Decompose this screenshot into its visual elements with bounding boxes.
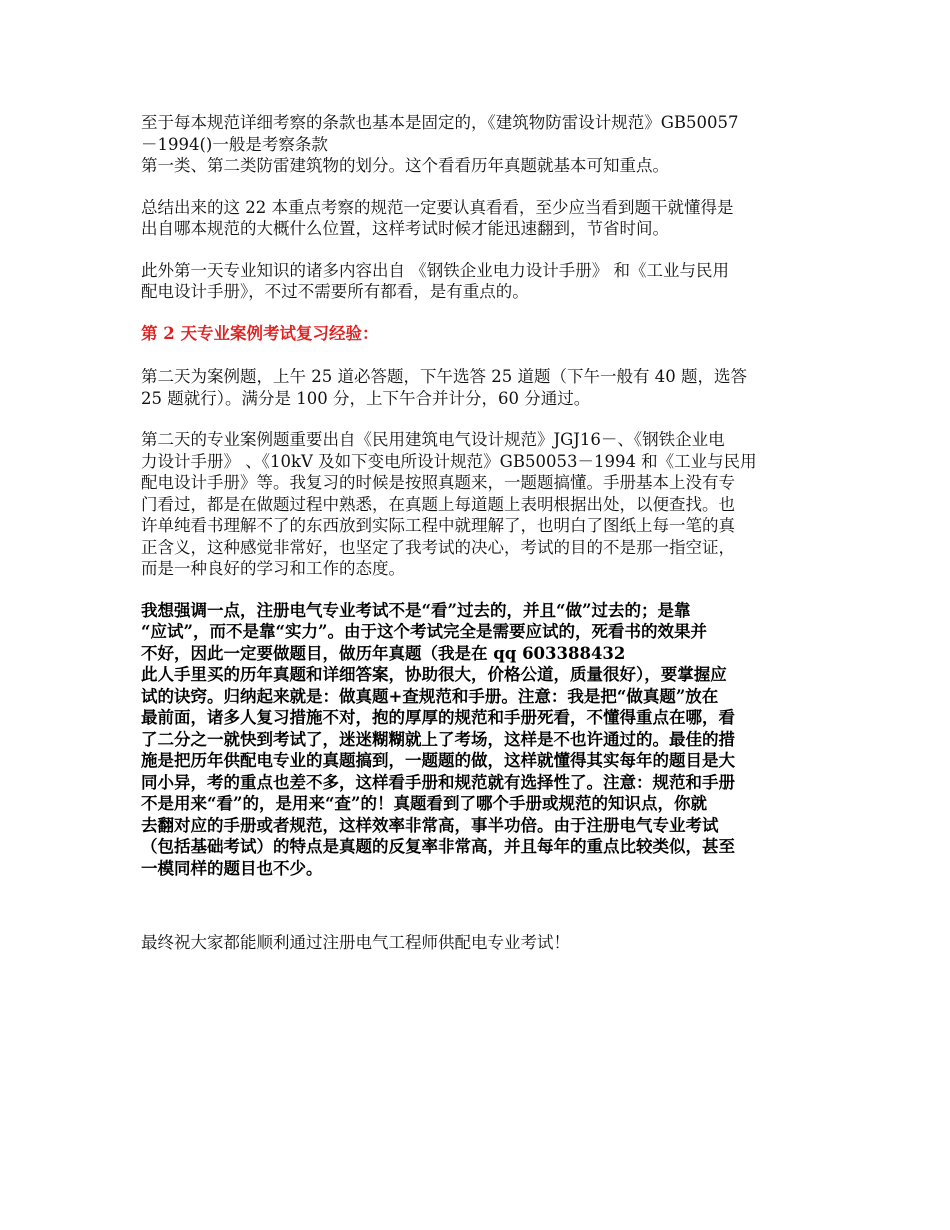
text-line: 第二天的专业案例题重要出自《民用建筑电气设计规范》JGJ16－、《钢铁企业电: [141, 430, 725, 449]
text-line: 最前面，诸多人复习措施不对，抱的厚厚的规范和手册死看，不懂得重点在哪，看: [141, 708, 735, 727]
text-line: 配电设计手册》，不过不需要所有都看，是有重点的。: [141, 282, 529, 301]
text-line: 25 题就行）。满分是 100 分，上下午合并计分，60 分通过。: [141, 388, 591, 408]
text-line: （包括基础考试）的特点是真题的反复率非常高，并且每年的重点比较类似，甚至: [141, 837, 735, 856]
text-line: 最终祝大家都能顺利通过注册电气工程师供配电专业考试！: [141, 933, 570, 952]
text-line: 同小异，考的重点也差不多，这样看手册和规范就有选择性了。注意：规范和手册: [141, 772, 735, 792]
text-line: 出自哪本规范的大概什么位置，这样考试时候才能迅速翻到，节省时间。: [141, 219, 669, 238]
text-line: 第一类、第二类防雷建筑物的划分。这个看看历年真题就基本可知重点。: [141, 156, 669, 175]
paragraph-exam-clauses: [141, 112, 811, 177]
paragraph-closing-wish: [141, 932, 811, 954]
text-line: 此外第一天专业知识的诸多内容出自 《钢铁企业电力设计手册》 和《工业与民用: [141, 260, 729, 280]
text-line: 不好，因此一定要做题目，做历年真题（我是在 qq 603388432: [141, 643, 626, 663]
paragraph-day1-manuals: [141, 260, 811, 303]
paragraph-emphasis-bold: [141, 600, 811, 880]
text-line: 了二分之一就快到考试了，迷迷糊糊就上了考场，这样是不也许通过的。最佳的措: [141, 729, 735, 749]
paragraph-22-standards: [141, 197, 811, 240]
text-line: 力设计手册》 、《10kV 及如下变电所设计规范》GB50053－1994 和《工业与民用: [141, 451, 757, 471]
text-line: 而是一种良好的学习和工作的态度。: [141, 559, 405, 578]
text-line: 总结出来的这 22 本重点考察的规范一定要认真看看，至少应当看到题干就懂得是: [141, 197, 734, 217]
text-line: 正含义，这种感觉非常好，也坚定了我考试的决心，考试的目的不是那一指空证，: [141, 537, 735, 557]
text-line: 施是把历年供配电专业的真题搞到，一题题的做，这样就懂得其实每年的题目是大: [141, 751, 735, 770]
paragraph-day2-sources: [141, 429, 811, 580]
text-line: 此人手里买的历年真题和详细答案，协助很大，价格公道，质量很好），要掌握应: [141, 665, 727, 684]
text-line: “应试”，而不是靠“实力”。由于这个考试完全是需要应试的，死看书的效果并: [141, 622, 707, 641]
text-line: 不是用来“看”的，是用来“查”的！真题看到了哪个手册或规范的知识点，你就: [141, 794, 707, 813]
text-line: 配电设计手册》等。我复习的时候是按照真题来，一题题搞懂。手册基本上没有专: [141, 473, 735, 492]
text-line: 去翻对应的手册或者规范，这样效率非常高，事半功倍。由于注册电气专业考试: [141, 815, 719, 835]
text-line: 至于每本规范详细考察的条款也基本是固定的，《建筑物防雷设计规范》GB50057: [141, 113, 739, 132]
text-line: 我想强调一点，注册电气专业考试不是“看”过去的，并且“做”过去的；是靠: [141, 600, 691, 620]
text-line: －1994()一般是考察条款: [141, 134, 328, 154]
text-line: 一模同样的题目也不少。: [141, 858, 323, 878]
text-line: 许单纯看书理解不了的东西放到实际工程中就理解了，也明白了图纸上每一笔的真: [141, 516, 735, 535]
section-heading-day2: 第 2 天专业案例考试复习经验：: [141, 323, 379, 343]
document-body: [141, 112, 811, 954]
text-line: 试的诀窍。归纳起来就是：做真题+查规范和手册。注意：我是把“做真题”放在: [141, 686, 719, 706]
text-line: 第二天为案例题，上午 25 道必答题，下午选答 25 道题（下午一般有 40 题，选答: [141, 367, 747, 386]
text-line: 门看过，都是在做题过程中熟悉，在真题上每道题上表明根据出处，以便查找。也: [141, 494, 735, 514]
paragraph-day2-format: [141, 366, 811, 409]
